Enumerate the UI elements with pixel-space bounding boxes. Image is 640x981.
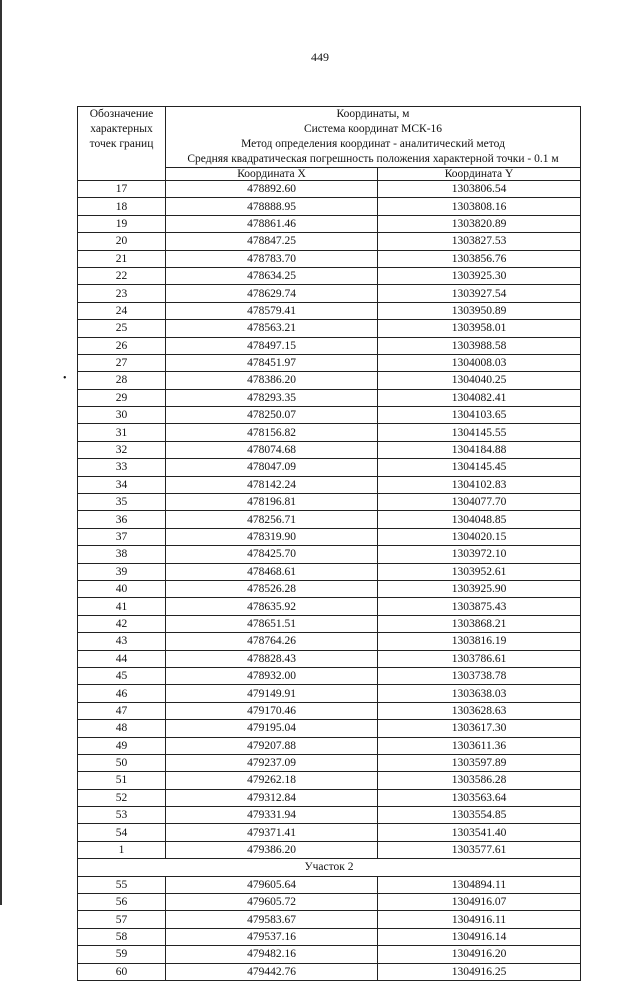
table-row	[78, 459, 581, 476]
coord-y-cell: 1304916.07	[378, 894, 581, 911]
table-row	[78, 337, 581, 354]
point-label-cell: 53	[78, 807, 166, 824]
coord-x-cell: 478635.92	[166, 598, 378, 615]
coord-x-cell: 478319.90	[166, 528, 378, 545]
point-label-cell: 28	[78, 372, 166, 389]
table-row	[78, 441, 581, 458]
coord-y-cell: 1303628.63	[378, 702, 581, 719]
coord-x-cell: 479262.18	[166, 772, 378, 789]
table-row	[78, 772, 581, 789]
table-row	[78, 946, 581, 963]
coord-x-cell: 479170.46	[166, 702, 378, 719]
coord-y-cell: 1304008.03	[378, 354, 581, 371]
coord-y-cell: 1303868.21	[378, 615, 581, 632]
point-label-cell: 36	[78, 511, 166, 528]
coord-y-cell: 1303952.61	[378, 563, 581, 580]
table-row	[78, 963, 581, 980]
coordinates-header-line: Средняя квадратическая погрешность положения характерной точки - 0.1 м	[187, 153, 559, 165]
col-y-header: Координата Y	[378, 168, 581, 181]
coord-y-cell: 1303617.30	[378, 720, 581, 737]
coord-x-cell: 479237.09	[166, 754, 378, 771]
coord-x-cell: 478847.25	[166, 233, 378, 250]
point-label-cell: 32	[78, 441, 166, 458]
point-label-cell: 40	[78, 580, 166, 597]
table-row	[78, 354, 581, 371]
table-row	[78, 389, 581, 406]
section-label: Участок 2	[78, 859, 581, 876]
coord-y-cell: 1304916.25	[378, 963, 581, 980]
table-header-row	[78, 107, 581, 168]
coord-y-cell: 1303563.64	[378, 789, 581, 806]
table-row	[78, 511, 581, 528]
coord-x-cell: 479583.67	[166, 911, 378, 928]
coord-y-cell: 1303541.40	[378, 824, 581, 841]
coord-y-cell: 1303738.78	[378, 667, 581, 684]
point-label-cell: 47	[78, 702, 166, 719]
table-row	[78, 841, 581, 858]
table-row	[78, 685, 581, 702]
coord-x-cell: 478892.60	[166, 181, 378, 198]
coord-x-cell: 478932.00	[166, 667, 378, 684]
coord-y-cell: 1303786.61	[378, 650, 581, 667]
coord-x-cell: 478764.26	[166, 633, 378, 650]
table-row	[78, 807, 581, 824]
table-row	[78, 407, 581, 424]
table-row	[78, 894, 581, 911]
table-row	[78, 737, 581, 754]
point-label-cell: 48	[78, 720, 166, 737]
table-row	[78, 754, 581, 771]
coord-x-cell: 479371.41	[166, 824, 378, 841]
table-row	[78, 424, 581, 441]
point-label-cell: 24	[78, 302, 166, 319]
table-row	[78, 181, 581, 198]
coord-x-cell: 478888.95	[166, 198, 378, 215]
table-row	[78, 250, 581, 267]
point-label-cell: 43	[78, 633, 166, 650]
coord-y-cell: 1303972.10	[378, 546, 581, 563]
coord-y-cell: 1303586.28	[378, 772, 581, 789]
table-row	[78, 928, 581, 945]
table-row	[78, 372, 581, 389]
page-number: 449	[311, 50, 329, 64]
coord-x-cell: 478861.46	[166, 215, 378, 232]
coord-y-cell: 1304916.11	[378, 911, 581, 928]
coord-x-cell: 478563.21	[166, 320, 378, 337]
coordinates-table	[77, 106, 581, 981]
table-row	[78, 215, 581, 232]
coord-y-cell: 1303856.76	[378, 250, 581, 267]
coord-y-cell: 1304102.83	[378, 476, 581, 493]
coordinates-header	[166, 107, 581, 168]
table-row	[78, 494, 581, 511]
coord-x-cell: 478386.20	[166, 372, 378, 389]
coord-y-cell: 1303820.89	[378, 215, 581, 232]
table-row	[78, 615, 581, 632]
coord-x-cell: 479195.04	[166, 720, 378, 737]
coord-x-cell: 478250.07	[166, 407, 378, 424]
coord-y-cell: 1304916.14	[378, 928, 581, 945]
coord-x-cell: 479442.76	[166, 963, 378, 980]
point-label-cell: 45	[78, 667, 166, 684]
coord-y-cell: 1304103.65	[378, 407, 581, 424]
table-row	[78, 285, 581, 302]
coord-y-cell: 1303950.89	[378, 302, 581, 319]
point-label-cell: 39	[78, 563, 166, 580]
point-label-cell: 27	[78, 354, 166, 371]
coord-y-cell: 1303816.19	[378, 633, 581, 650]
coord-x-cell: 478451.97	[166, 354, 378, 371]
point-label-cell: 55	[78, 876, 166, 893]
point-label-cell: 25	[78, 320, 166, 337]
coord-y-cell: 1303988.58	[378, 337, 581, 354]
coord-y-cell: 1303554.85	[378, 807, 581, 824]
table-row	[78, 546, 581, 563]
point-label-cell: 26	[78, 337, 166, 354]
point-label-cell: 20	[78, 233, 166, 250]
coord-x-cell: 479207.88	[166, 737, 378, 754]
coord-y-cell: 1303577.61	[378, 841, 581, 858]
coord-y-cell: 1304048.85	[378, 511, 581, 528]
coord-x-cell: 478497.15	[166, 337, 378, 354]
coord-y-cell: 1303638.03	[378, 685, 581, 702]
coord-x-cell: 478293.35	[166, 389, 378, 406]
coord-x-cell: 478074.68	[166, 441, 378, 458]
point-label-cell: 1	[78, 841, 166, 858]
table-row	[78, 720, 581, 737]
table-row	[78, 267, 581, 284]
point-label-header-line: характерных	[90, 123, 153, 135]
coord-x-cell: 478629.74	[166, 285, 378, 302]
coord-y-cell: 1303875.43	[378, 598, 581, 615]
point-label-cell: 18	[78, 198, 166, 215]
coord-y-cell: 1303927.54	[378, 285, 581, 302]
table-row	[78, 702, 581, 719]
coord-y-cell: 1303806.54	[378, 181, 581, 198]
point-label-cell: 46	[78, 685, 166, 702]
coord-x-cell: 479605.64	[166, 876, 378, 893]
coord-x-cell: 478156.82	[166, 424, 378, 441]
coord-y-cell: 1303597.89	[378, 754, 581, 771]
point-label-cell: 30	[78, 407, 166, 424]
point-label-cell: 60	[78, 963, 166, 980]
col-x-header: Координата X	[166, 168, 378, 181]
scan-speck: •	[63, 373, 67, 384]
coord-x-cell: 478047.09	[166, 459, 378, 476]
coord-y-cell: 1304020.15	[378, 528, 581, 545]
table-row	[78, 876, 581, 893]
point-label-cell: 37	[78, 528, 166, 545]
point-label-cell: 19	[78, 215, 166, 232]
coord-x-cell: 479312.84	[166, 789, 378, 806]
point-label-cell: 52	[78, 789, 166, 806]
scan-edge	[0, 0, 2, 905]
point-label-cell: 38	[78, 546, 166, 563]
point-label-cell: 29	[78, 389, 166, 406]
point-label-cell: 22	[78, 267, 166, 284]
table-row	[78, 528, 581, 545]
table-row	[78, 233, 581, 250]
table-row	[78, 667, 581, 684]
point-label-cell: 35	[78, 494, 166, 511]
point-label-cell: 34	[78, 476, 166, 493]
point-label-cell: 41	[78, 598, 166, 615]
coord-y-cell: 1304082.41	[378, 389, 581, 406]
point-label-cell: 59	[78, 946, 166, 963]
coord-y-cell: 1304145.45	[378, 459, 581, 476]
point-label-cell: 23	[78, 285, 166, 302]
coord-x-cell: 478651.51	[166, 615, 378, 632]
coord-x-cell: 479331.94	[166, 807, 378, 824]
coord-x-cell: 479149.91	[166, 685, 378, 702]
point-label-cell: 49	[78, 737, 166, 754]
point-label-cell: 51	[78, 772, 166, 789]
section-row	[78, 859, 581, 876]
table-row	[78, 598, 581, 615]
coord-x-cell: 479386.20	[166, 841, 378, 858]
point-label-cell: 42	[78, 615, 166, 632]
coordinates-header-line: Координаты, м	[336, 108, 410, 120]
point-label-cell: 50	[78, 754, 166, 771]
table-row	[78, 911, 581, 928]
coord-x-cell: 478256.71	[166, 511, 378, 528]
point-label-cell: 33	[78, 459, 166, 476]
coord-x-cell: 478828.43	[166, 650, 378, 667]
coord-y-cell: 1303611.36	[378, 737, 581, 754]
coord-x-cell: 478196.81	[166, 494, 378, 511]
point-label-cell: 31	[78, 424, 166, 441]
point-label-cell: 57	[78, 911, 166, 928]
coord-x-cell: 478526.28	[166, 580, 378, 597]
table-row	[78, 320, 581, 337]
coord-y-cell: 1304077.70	[378, 494, 581, 511]
coord-x-cell: 478783.70	[166, 250, 378, 267]
point-label-header	[78, 107, 166, 181]
coord-y-cell: 1304145.55	[378, 424, 581, 441]
table-row	[78, 198, 581, 215]
coord-y-cell: 1304040.25	[378, 372, 581, 389]
table-row	[78, 789, 581, 806]
coord-y-cell: 1303958.01	[378, 320, 581, 337]
coord-y-cell: 1304916.20	[378, 946, 581, 963]
point-label-header-line: точек границ	[89, 138, 154, 150]
coordinates-header-line: Метод определения координат - аналитический метод	[241, 138, 505, 150]
coord-x-cell: 478142.24	[166, 476, 378, 493]
table-row	[78, 580, 581, 597]
coord-y-cell: 1303827.53	[378, 233, 581, 250]
coord-y-cell: 1303925.30	[378, 267, 581, 284]
point-label-cell: 56	[78, 894, 166, 911]
point-label-cell: 54	[78, 824, 166, 841]
point-label-header-line: Обозначение	[89, 108, 154, 120]
coord-y-cell: 1303808.16	[378, 198, 581, 215]
table-row	[78, 476, 581, 493]
point-label-cell: 44	[78, 650, 166, 667]
table-row	[78, 650, 581, 667]
table-row	[78, 633, 581, 650]
table-row	[78, 302, 581, 319]
coord-x-cell: 479482.16	[166, 946, 378, 963]
coord-x-cell: 478579.41	[166, 302, 378, 319]
point-label-cell: 17	[78, 181, 166, 198]
coord-x-cell: 478468.61	[166, 563, 378, 580]
coord-y-cell: 1304184.88	[378, 441, 581, 458]
coord-x-cell: 479537.16	[166, 928, 378, 945]
coord-x-cell: 479605.72	[166, 894, 378, 911]
coord-y-cell: 1304894.11	[378, 876, 581, 893]
point-label-cell: 21	[78, 250, 166, 267]
coordinates-header-line: Система координат МСК-16	[303, 123, 443, 135]
coord-y-cell: 1303925.90	[378, 580, 581, 597]
coord-x-cell: 478634.25	[166, 267, 378, 284]
table-row	[78, 824, 581, 841]
table-row	[78, 563, 581, 580]
coord-x-cell: 478425.70	[166, 546, 378, 563]
point-label-cell: 58	[78, 928, 166, 945]
